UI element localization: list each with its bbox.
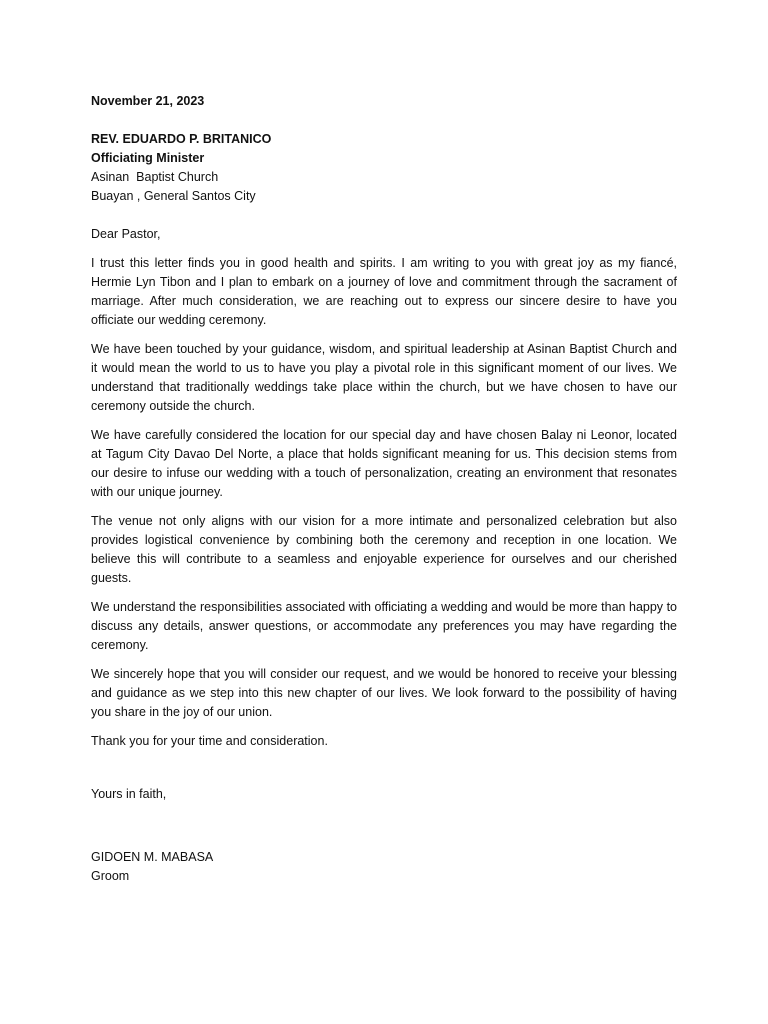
paragraph-request: We sincerely hope that you will consider our request, and we would be honored to receive your blessing and guidance as we step into this new chapter of our lives. We look forward to the possibility of having you share in the joy of our union. (91, 667, 677, 719)
signer-role: Groom (91, 869, 130, 883)
recipient-church: Asinan Baptist Church (91, 170, 219, 184)
signer-name: GIDOEN M. MABASA (91, 850, 214, 864)
letter-body (91, 92, 677, 886)
recipient-address: Buayan , General Santos City (91, 189, 256, 203)
closing: Yours in faith, (91, 787, 167, 801)
paragraph-location: We have carefully considered the location for our special day and have chosen Balay ni Leonor, located at Tagum City Davao Del Norte, a place that holds significant meaning for us. This decision stems from our desire to infuse our wedding with a touch of personalization, creating an environment that resonates with our unique journey. (91, 428, 677, 499)
paragraph-introduction: I trust this letter finds you in good health and spirits. I am writing to you with great joy as my fiancé, Hermie Lyn Tibon and I plan to embark on a journey of love and commitment through the sacrament of marriage. After much consideration, we are reaching out to express our sincere desire to have you officiate our wedding ceremony. (91, 256, 677, 327)
paragraph-responsibilities: We understand the responsibilities associated with officiating a wedding and would be more than happy to discuss any details, answer questions, or accommodate any preferences you may have regarding the ceremony. (91, 600, 677, 652)
paragraph-venue: The venue not only aligns with our vision for a more intimate and personalized celebration but also provides logistical convenience by combining both the ceremony and reception in one location. We believe this will contribute to a seamless and enjoyable experience for ourselves and our cherished guests. (91, 514, 677, 585)
letter-date: November 21, 2023 (91, 94, 205, 108)
paragraph-gratitude: We have been touched by your guidance, wisdom, and spiritual leadership at Asinan Baptist Church and it would mean the world to us to have you play a pivotal role in this significant moment of our lives. We understand that traditionally weddings take place within the church, but we have chosen to have our ceremony outside the church. (91, 342, 677, 413)
paragraph-thanks: Thank you for your time and consideration. (91, 734, 328, 748)
recipient-title: Officiating Minister (91, 151, 205, 165)
salutation: Dear Pastor, (91, 227, 161, 241)
recipient-name: REV. EDUARDO P. BRITANICO (91, 132, 272, 146)
